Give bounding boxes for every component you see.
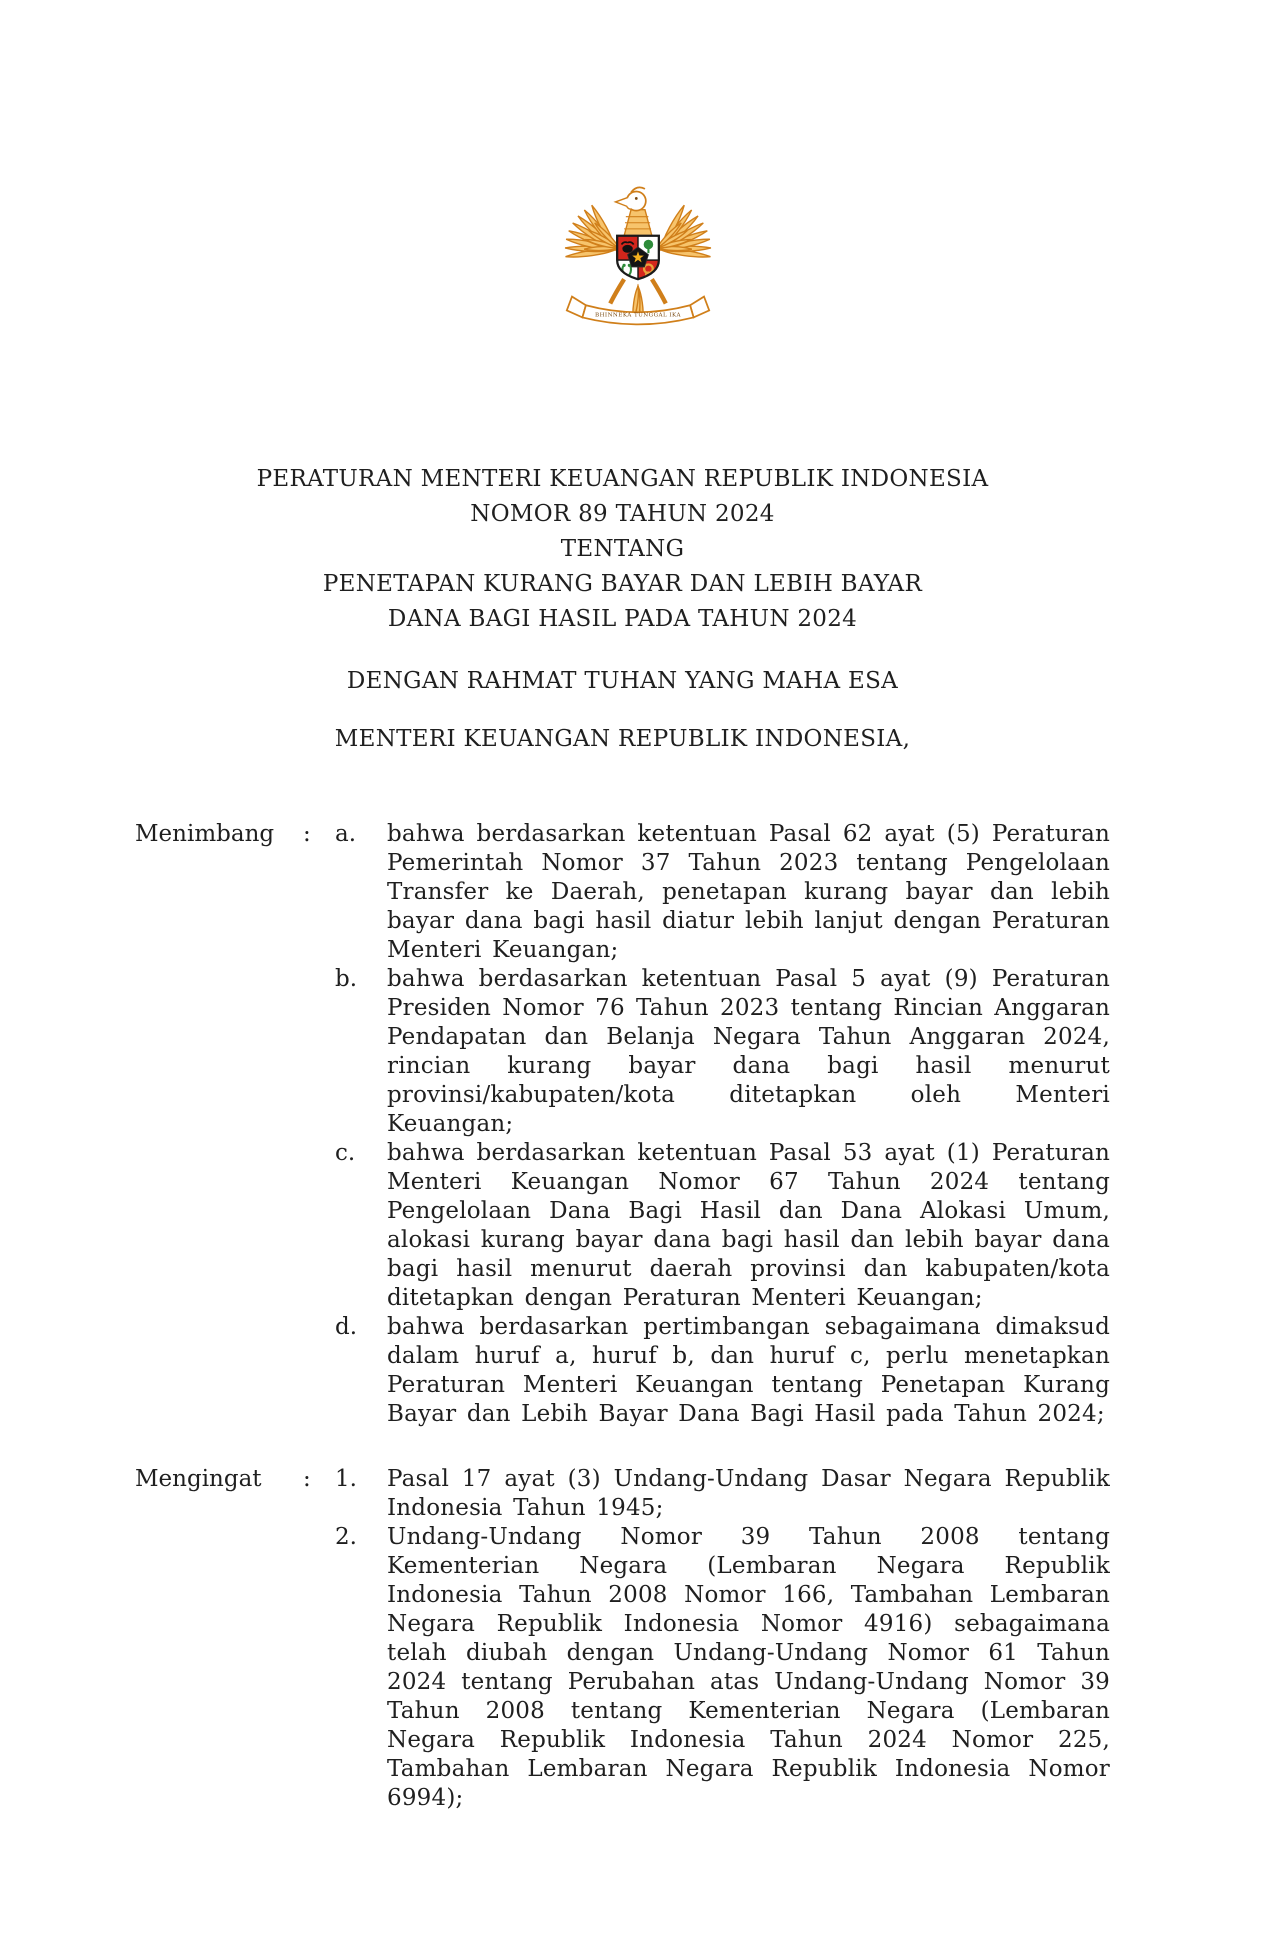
item-marker: 2. xyxy=(335,1524,357,1550)
section-label: Menimbang xyxy=(135,821,275,847)
item-marker: d. xyxy=(335,1314,358,1340)
section-menimbang xyxy=(135,820,1110,1429)
consideration-item-d xyxy=(335,1313,1110,1429)
section-mengingat xyxy=(135,1465,1110,1813)
motto-text: BHINNEKA TUNGGAL IKA xyxy=(594,312,681,319)
legal-basis-item-1 xyxy=(335,1465,1110,1523)
title-line-regulation: PERATURAN MENTERI KEUANGAN REPUBLIK INDONESIA xyxy=(256,466,989,492)
document-title xyxy=(135,462,1110,637)
invocation-line: DENGAN RAHMAT TUHAN YANG MAHA ESA xyxy=(346,668,899,694)
section-colon: : xyxy=(303,1466,311,1492)
document-content xyxy=(135,462,1110,1813)
garuda-head xyxy=(615,187,651,235)
item-text: bahwa berdasarkan ketentuan Pasal 5 ayat (9) Peraturan Presiden Nomor 76 Tahun 2023 tentang Rincian Anggaran Pendapatan dan Belanja Negara Tahun Anggaran 2024, rincian kurang bayar dana bagi hasil menurut provinsi/kabupaten/kota ditetapkan oleh Menteri Keuangan; xyxy=(387,966,1110,1137)
item-text: bahwa berdasarkan ketentuan Pasal 53 ayat (1) Peraturan Menteri Keuangan Nomor 67 Tahun 2024 tentang Pengelolaan Dana Bagi Hasil dan Dana Alokasi Umum, alokasi kurang bayar dana bagi hasil dan lebih bayar dana bagi hasil menurut daerah provinsi dan kabupaten/kota ditetapkan dengan Peraturan Menteri Keuangan; xyxy=(387,1140,1110,1311)
item-text: bahwa berdasarkan ketentuan Pasal 62 ayat (5) Peraturan Pemerintah Nomor 37 Tahun 2023 tentang Pengelolaan Transfer ke Daerah, penetapan kurang bayar dan lebih bayar dana bagi hasil diatur lebih lanjut dengan Peraturan Menteri Keuangan; xyxy=(387,821,1110,963)
section-colon: : xyxy=(303,821,311,847)
item-text: Pasal 17 ayat (3) Undang-Undang Dasar Negara Republik Indonesia Tahun 1945; xyxy=(387,1466,1110,1521)
item-marker: a. xyxy=(335,821,357,847)
consideration-item-b xyxy=(335,965,1110,1139)
section-items xyxy=(335,1465,1110,1813)
title-line-number: NOMOR 89 TAHUN 2024 xyxy=(470,501,775,527)
item-marker: c. xyxy=(335,1140,356,1166)
garuda-pancasila-emblem xyxy=(551,175,725,340)
title-line-subject-2: DANA BAGI HASIL PADA TAHUN 2024 xyxy=(387,606,858,632)
item-text: bahwa berdasarkan pertimbangan sebagaimana dimaksud dalam huruf a, huruf b, dan huruf c, perlu menetapkan Peraturan Menteri Keuangan tentang Penetapan Kurang Bayar dan Lebih Bayar Dana Bagi Hasil pada Tahun 2024; xyxy=(387,1314,1110,1427)
item-text: Undang-Undang Nomor 39 Tahun 2008 tentang Kementerian Negara (Lembaran Negara Republik Indonesia Tahun 2008 Nomor 166, Tambahan Lembaran Negara Republik Indonesia Nomor 4916) sebagaimana telah diubah dengan Undang-Undang Nomor 61 Tahun 2024 tentang Perubahan atas Undang-Undang Nomor 39 Tahun 2008 tentang Kementerian Negara (Lembaran Negara Republik Indonesia Tahun 2024 Nomor 225, Tambahan Lembaran Negara Republik Indonesia Nomor 6994); xyxy=(387,1524,1110,1811)
consideration-item-c xyxy=(335,1139,1110,1313)
section-items xyxy=(335,820,1110,1429)
legal-basis-item-2 xyxy=(335,1523,1110,1813)
item-marker: 1. xyxy=(335,1466,357,1492)
garuda-pancasila-icon xyxy=(551,175,725,340)
authority-line: MENTERI KEUANGAN REPUBLIK INDONESIA, xyxy=(334,726,911,752)
consideration-item-a xyxy=(335,820,1110,965)
title-line-tentang: TENTANG xyxy=(560,536,685,562)
pancasila-shield xyxy=(617,236,659,281)
item-marker: b. xyxy=(335,966,358,992)
section-label: Mengingat xyxy=(135,1466,262,1492)
title-line-subject-1: PENETAPAN KURANG BAYAR DAN LEBIH BAYAR xyxy=(322,571,923,597)
